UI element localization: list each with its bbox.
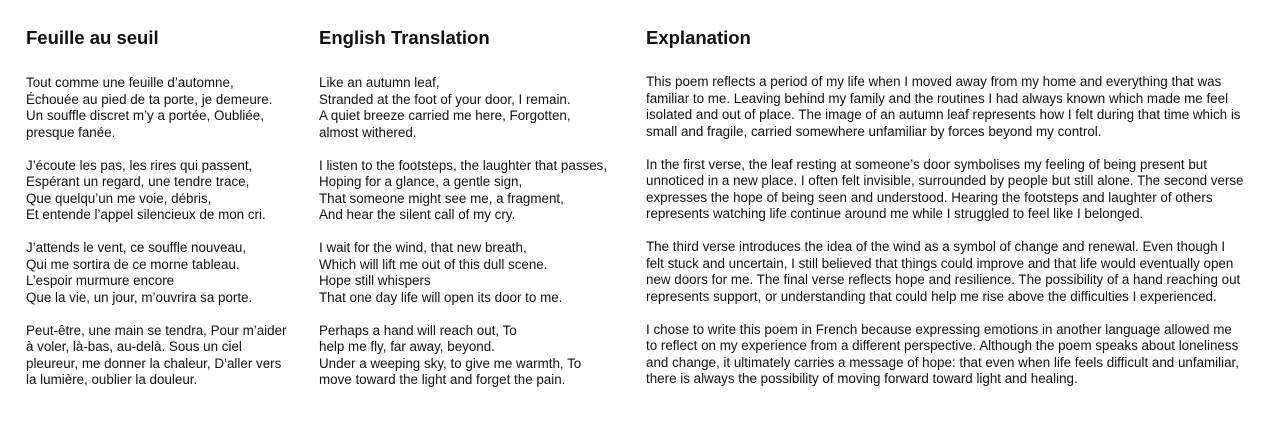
poem-line: Qui me sortira de ce morne tableau. — [26, 256, 240, 272]
poem-line: That someone might see me, a fragment, — [319, 190, 564, 206]
poem-line: Stranded at the foot of your door, I remain. — [319, 91, 571, 107]
english-stanza — [319, 158, 607, 224]
french-stanza — [26, 240, 287, 306]
explanation-body — [646, 74, 1246, 404]
poem-line: almost withered. — [319, 124, 417, 140]
poem-line: Like an autumn leaf, — [319, 75, 440, 90]
poem-line: la lumière, oublier la douleur. — [26, 372, 198, 387]
poem-line: Tout comme une feuille d’automne, — [26, 75, 234, 90]
poem-line: Espérant un regard, une tendre trace, — [26, 174, 250, 189]
poem-line: I listen to the footsteps, the laughter that passes, — [319, 157, 608, 173]
english-translation-title: English Translation — [319, 27, 490, 48]
poem-line: Que la vie, un jour, m’ouvrira sa porte. — [26, 289, 253, 305]
poem-line: Hoping for a glance, a gentle sign, — [319, 174, 523, 189]
poem-line: Under a weeping sky, to give me warmth, To — [319, 355, 582, 371]
poem-line: Which will lift me out of this dull scene. — [319, 256, 548, 272]
poem-line: Échouée au pied de ta porte, je demeure. — [26, 91, 273, 107]
poem-line: pleureur, me donner la chaleur, D’aller vers — [26, 355, 282, 371]
poem-line: Hope still whispers — [319, 273, 431, 288]
poem-line: help me fly, far away, beyond. — [319, 339, 495, 354]
poem-line: L’espoir murmure encore — [26, 273, 175, 288]
poem-line: à voler, là-bas, au-delà. Sous un ciel — [26, 339, 242, 354]
poem-line: Et entende l’appel silencieux de mon cri. — [26, 207, 266, 222]
poem-line: move toward the light and forget the pain. — [319, 372, 566, 387]
english-stanza — [319, 75, 607, 141]
explanation-paragraph: I chose to write this poem in French because expressing emotions in another language allowed me to reflect on my experience from a different perspective. Although the poem speaks about loneliness and change, it ultimately carries a message of hope: that even when life feels difficult and unfamiliar, there is always the possibility of moving forward toward light and healing. — [646, 321, 1239, 386]
french-poem-body — [26, 75, 287, 405]
poem-line: Un souffle discret m’y a portée, Oubliée, — [26, 108, 264, 123]
french-poem-title: Feuille au seuil — [26, 27, 159, 48]
poem-line: presque fanée. — [26, 124, 116, 140]
poem-line: And hear the silent call of my cry. — [319, 207, 516, 222]
explanation-paragraph: The third verse introduces the idea of the wind as a symbol of change and renewal. Even though I felt stuck and uncertain, I still believed that things could improve and that life would eventually open new doors for me. The final verse reflects hope and resilience. The possibility of a hand reaching out represents support, or understanding that could help me rise above the difficulties I experienced. — [646, 239, 1241, 304]
poem-line: I wait for the wind, that new breath, — [319, 240, 527, 255]
poem-line: Peut-être, une main se tendra, Pour m’aider — [26, 322, 287, 338]
french-stanza — [26, 158, 287, 224]
explanation-title: Explanation — [646, 27, 751, 48]
french-stanza — [26, 75, 287, 141]
poem-line: Que quelqu’un me voie, débris, — [26, 190, 212, 206]
english-stanza — [319, 240, 607, 306]
english-stanza — [319, 323, 607, 389]
poem-line: A quiet breeze carried me here, Forgotten, — [319, 108, 571, 123]
explanation-paragraph: In the first verse, the leaf resting at someone’s door symbolises my feeling of being present but unnoticed in a new place. I often felt invisible, surrounded by people but still alone. The second verse expresses the hope of being seen and understood. Hearing the footsteps and laughter of others represents watching life continue around me while I struggled to feel like I belonged. — [646, 156, 1244, 221]
poem-line: J’écoute les pas, les rires qui passent, — [26, 157, 253, 173]
poem-line: J’attends le vent, ce souffle nouveau, — [26, 240, 247, 255]
explanation-paragraph: This poem reflects a period of my life when I moved away from my home and everything that was familiar to me. Leaving behind my family and the routines I had always known which made me feel isolated and out of place. The image of an autumn leaf represents how I felt during that time which is small and fragile, carried somewhere unfamiliar by forces beyond my control. — [646, 74, 1241, 139]
poem-line: That one day life will open its door to me. — [319, 289, 563, 305]
french-stanza — [26, 323, 287, 389]
english-translation-body — [319, 75, 607, 405]
poem-line: Perhaps a hand will reach out, To — [319, 322, 517, 338]
